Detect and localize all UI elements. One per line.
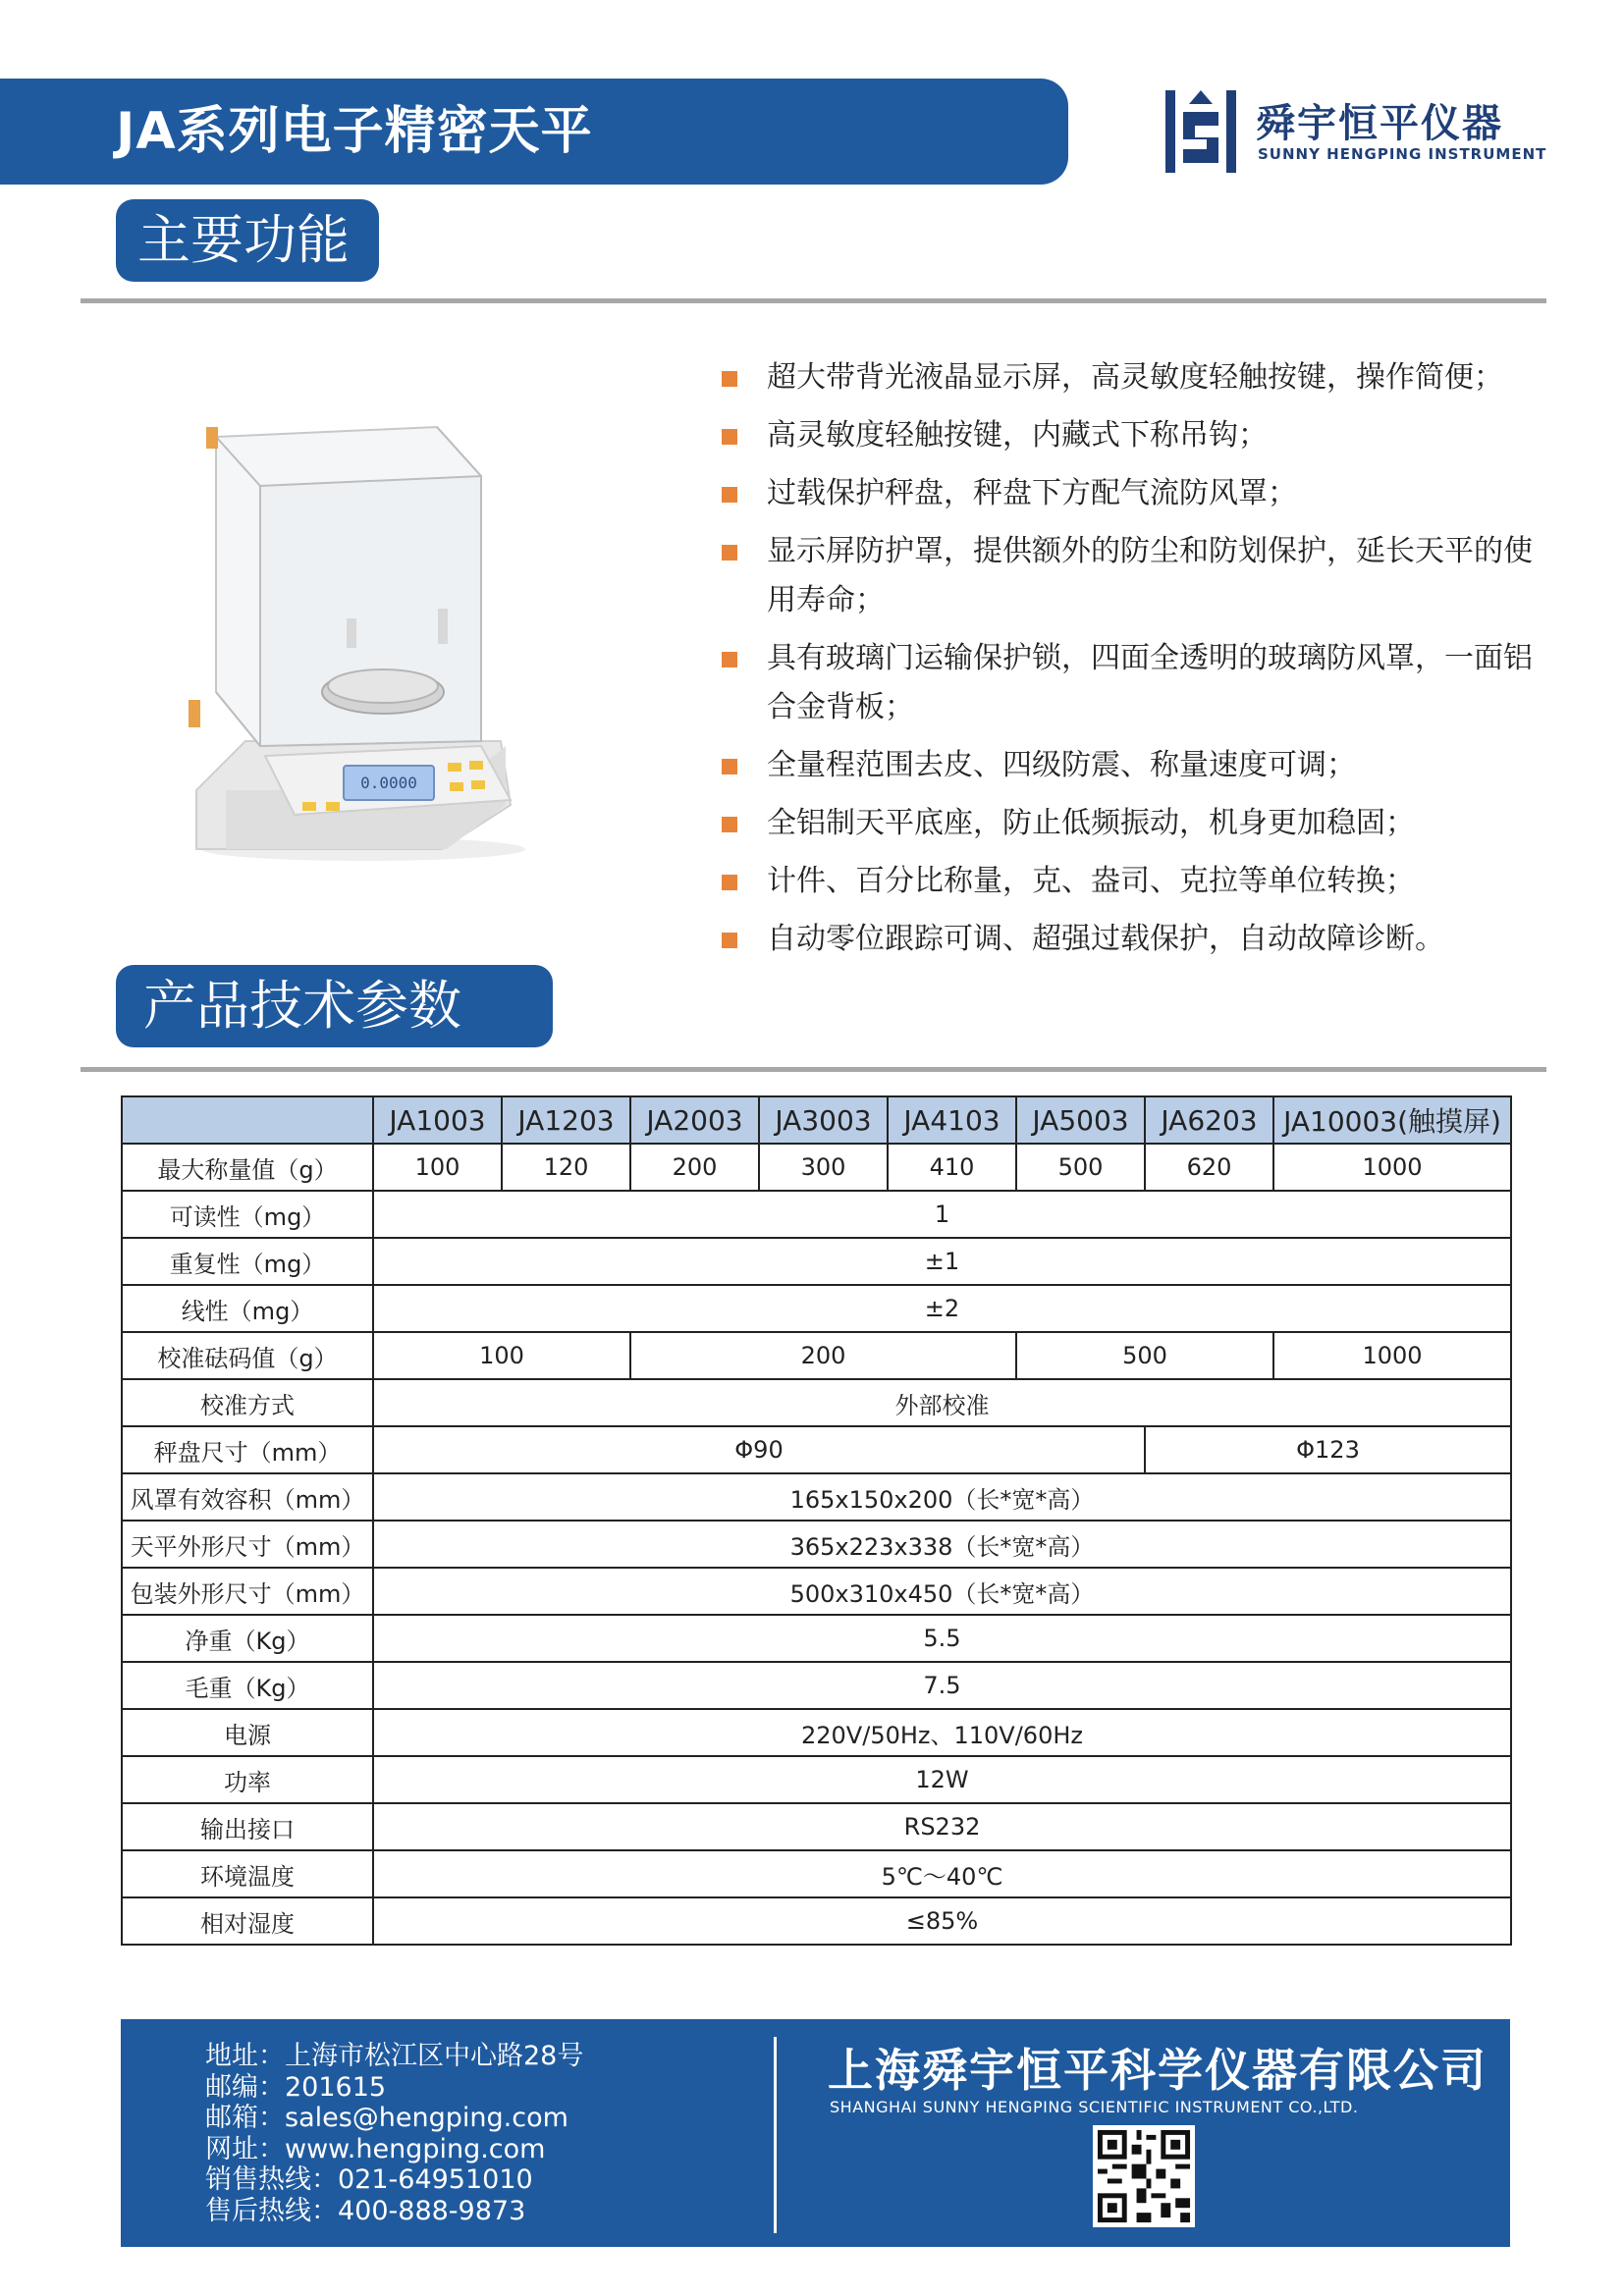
model-header: JA6203 <box>1145 1096 1273 1144</box>
table-cell: 1000 <box>1273 1332 1511 1379</box>
row-label: 输出接口 <box>122 1803 373 1850</box>
row-label: 线性（mg） <box>122 1285 373 1332</box>
row-label: 毛重（Kg） <box>122 1662 373 1709</box>
logo-text-en: SUNNY HENGPING INSTRUMENT <box>1258 145 1547 163</box>
table-row <box>122 1332 1511 1379</box>
bullet-icon <box>722 759 737 774</box>
logo-icon <box>1162 86 1240 177</box>
bullet-icon <box>722 875 737 890</box>
table-row <box>122 1191 1511 1238</box>
company-logo <box>1162 86 1547 185</box>
specs-section-title: 产品技术参数 <box>116 965 553 1047</box>
model-header: JA1203 <box>502 1096 630 1144</box>
table-row <box>122 1144 1511 1191</box>
model-header: JA5003 <box>1016 1096 1145 1144</box>
table-cell: 500 <box>1016 1332 1273 1379</box>
bullet-icon <box>722 817 737 832</box>
model-header: JA10003(触摸屏) <box>1273 1096 1511 1144</box>
table-cell: 1000 <box>1273 1144 1511 1191</box>
email-link[interactable]: 邮箱：sales@hengping.com <box>205 2103 568 2134</box>
feature-item <box>720 857 1535 906</box>
table-cell: Φ90 <box>373 1426 1145 1473</box>
row-label: 环境温度 <box>122 1850 373 1897</box>
feature-text: 计件、百分比称量，克、盎司、克拉等单位转换； <box>767 864 1415 898</box>
bullet-icon <box>722 545 737 561</box>
row-label: 电源 <box>122 1709 373 1756</box>
website-link[interactable]: 网址：www.hengping.com <box>205 2133 546 2164</box>
contact-info <box>205 2041 583 2227</box>
table-cell: 120 <box>502 1144 630 1191</box>
feature-text: 超大带背光液晶显示屏，高灵敏度轻触按键，操作简便； <box>767 360 1503 395</box>
table-cell: 410 <box>888 1144 1016 1191</box>
row-label: 净重（Kg） <box>122 1615 373 1662</box>
spec-table <box>121 1095 1512 1946</box>
table-cell: 300 <box>759 1144 888 1191</box>
row-label: 秤盘尺寸（mm） <box>122 1426 373 1473</box>
table-cell: 1 <box>373 1191 1511 1238</box>
table-corner-cell <box>122 1096 373 1144</box>
table-row <box>122 1521 1511 1568</box>
model-header: JA2003 <box>630 1096 759 1144</box>
row-label: 重复性（mg） <box>122 1238 373 1285</box>
feature-text: 全量程范围去皮、四级防震、称量速度可调； <box>767 748 1356 782</box>
model-header: JA4103 <box>888 1096 1016 1144</box>
table-row <box>122 1897 1511 1945</box>
row-label: 可读性（mg） <box>122 1191 373 1238</box>
table-cell: 220V/50Hz、110V/60Hz <box>373 1709 1511 1756</box>
table-cell: RS232 <box>373 1803 1511 1850</box>
feature-list <box>720 353 1535 973</box>
table-row <box>122 1803 1511 1850</box>
sales-hotline: 销售热线：021-64951010 <box>205 2164 533 2196</box>
table-row <box>122 1473 1511 1521</box>
model-header: JA3003 <box>759 1096 888 1144</box>
row-label: 风罩有效容积（mm） <box>122 1473 373 1521</box>
bullet-icon <box>722 487 737 503</box>
table-cell: ±1 <box>373 1238 1511 1285</box>
feature-item <box>720 741 1535 790</box>
table-cell: Φ123 <box>1145 1426 1511 1473</box>
model-header: JA1003 <box>373 1096 502 1144</box>
feature-item <box>720 527 1535 625</box>
table-cell: 365x223x338（长*宽*高） <box>373 1521 1511 1568</box>
page-title: JA系列电子精密天平 <box>116 102 593 161</box>
bullet-icon <box>722 652 737 667</box>
table-cell: 5.5 <box>373 1615 1511 1662</box>
row-label: 最大称量值（g） <box>122 1144 373 1191</box>
footer-divider <box>774 2037 777 2233</box>
table-cell: 500 <box>1016 1144 1145 1191</box>
row-label: 校准方式 <box>122 1379 373 1426</box>
row-label: 相对湿度 <box>122 1897 373 1945</box>
bullet-icon <box>722 371 737 387</box>
feature-item <box>720 915 1535 964</box>
section-divider <box>81 298 1546 303</box>
feature-item <box>720 634 1535 732</box>
service-hotline: 售后热线：400-888-9873 <box>205 2195 526 2226</box>
feature-item <box>720 353 1535 402</box>
table-cell: ≤85% <box>373 1897 1511 1945</box>
feature-text: 自动零位跟踪可调、超强过载保护，自动故障诊断。 <box>767 922 1444 956</box>
footer <box>121 2019 1510 2247</box>
table-row <box>122 1285 1511 1332</box>
feature-item <box>720 469 1535 518</box>
row-label: 天平外形尺寸（mm） <box>122 1521 373 1568</box>
table-row <box>122 1379 1511 1426</box>
title-bar <box>0 79 1068 185</box>
table-cell: 100 <box>373 1144 502 1191</box>
table-row <box>122 1850 1511 1897</box>
company-name-en: SHANGHAI SUNNY HENGPING SCIENTIFIC INSTRUMENT CO.,LTD. <box>830 2098 1359 2116</box>
postcode: 邮编：201615 <box>205 2071 387 2103</box>
table-cell: 165x150x200（长*宽*高） <box>373 1473 1511 1521</box>
display-reading: 0.0000 <box>360 774 417 792</box>
row-label: 功率 <box>122 1756 373 1803</box>
feature-item <box>720 799 1535 848</box>
table-header-row <box>122 1096 1511 1144</box>
table-row <box>122 1238 1511 1285</box>
table-cell: 7.5 <box>373 1662 1511 1709</box>
feature-text: 显示屏防护罩，提供额外的防尘和防划保护，延长天平的使用寿命； <box>767 534 1533 617</box>
table-cell: ±2 <box>373 1285 1511 1332</box>
feature-text: 高灵敏度轻触按键，内藏式下称吊钩； <box>767 418 1268 453</box>
table-row <box>122 1615 1511 1662</box>
table-cell: 500x310x450（长*宽*高） <box>373 1568 1511 1615</box>
features-section-title: 主要功能 <box>116 199 379 282</box>
company-name-cn: 上海舜宇恒平科学仪器有限公司 <box>828 2044 1488 2097</box>
row-label: 校准砝码值（g） <box>122 1332 373 1379</box>
bullet-icon <box>722 429 737 445</box>
feature-text: 全铝制天平底座，防止低频振动，机身更加稳固； <box>767 806 1415 840</box>
table-row <box>122 1709 1511 1756</box>
table-cell: 100 <box>373 1332 630 1379</box>
qr-code-icon[interactable] <box>1093 2125 1195 2227</box>
table-row <box>122 1756 1511 1803</box>
feature-item <box>720 411 1535 460</box>
row-label: 包装外形尺寸（mm） <box>122 1568 373 1615</box>
table-cell: 200 <box>630 1332 1016 1379</box>
feature-text: 过载保护秤盘，秤盘下方配气流防风罩； <box>767 476 1297 510</box>
feature-text: 具有玻璃门运输保护锁，四面全透明的玻璃防风罩，一面铝合金背板； <box>767 641 1533 724</box>
table-cell: 620 <box>1145 1144 1273 1191</box>
table-row <box>122 1568 1511 1615</box>
table-cell: 5℃～40℃ <box>373 1850 1511 1897</box>
table-row <box>122 1662 1511 1709</box>
bullet-icon <box>722 933 737 948</box>
table-row <box>122 1426 1511 1473</box>
table-cell: 外部校准 <box>373 1379 1511 1426</box>
product-image <box>187 417 525 864</box>
address: 地址：上海市松江区中心路28号 <box>205 2041 584 2071</box>
logo-text-cn: 舜宇恒平仪器 <box>1256 101 1503 146</box>
table-cell: 12W <box>373 1756 1511 1803</box>
section-divider <box>81 1067 1546 1072</box>
table-cell: 200 <box>630 1144 759 1191</box>
